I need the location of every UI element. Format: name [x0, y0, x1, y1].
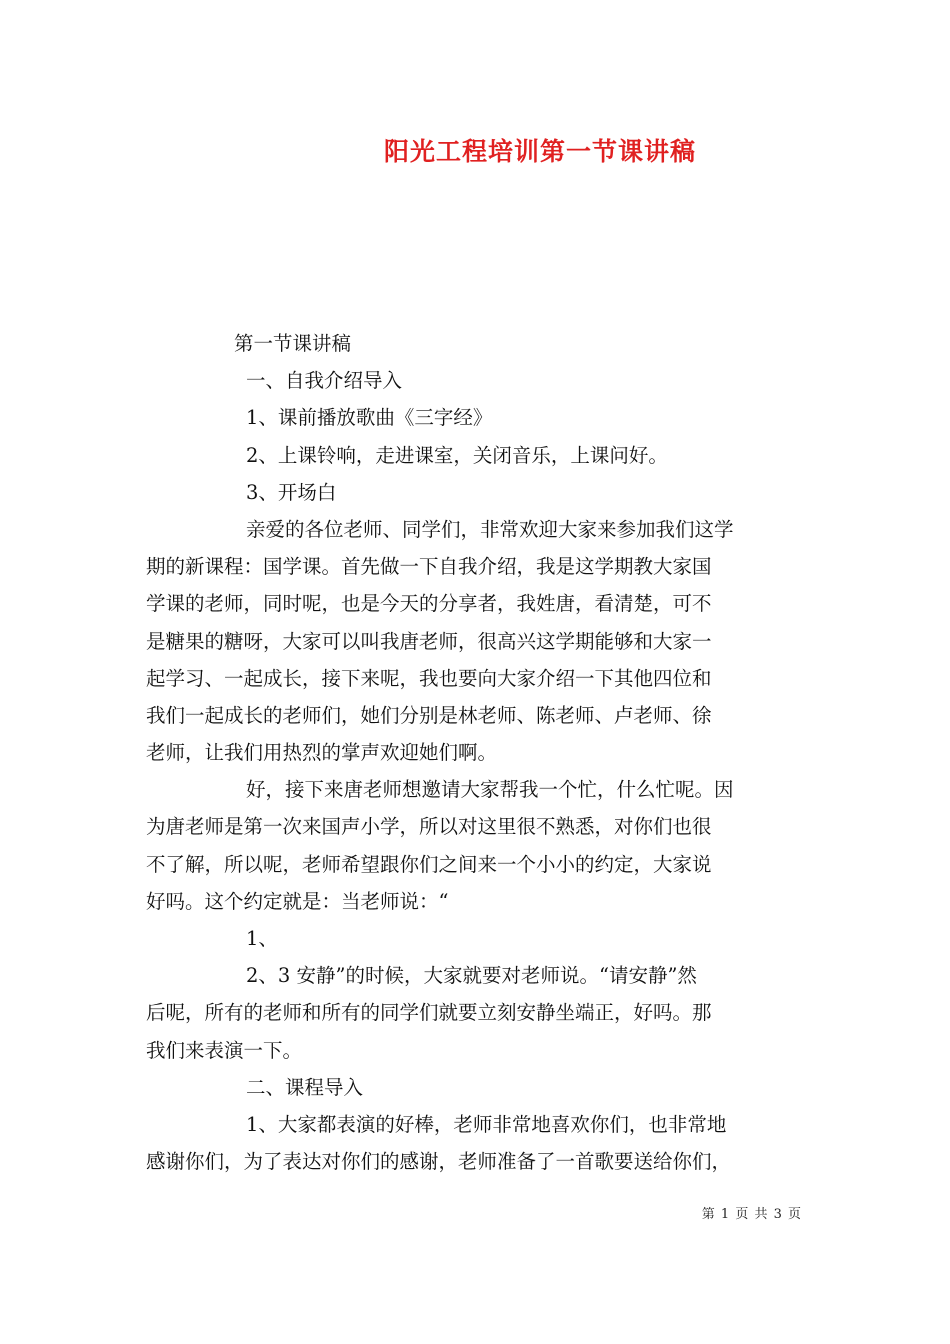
- text-line: 我们来表演一下。: [146, 1038, 303, 1062]
- text-line: 亲爱的各位老师、同学们，非常欢迎大家来参加我们这学: [246, 517, 734, 541]
- document-body: [146, 325, 816, 1180]
- text-line: 3、开场白: [246, 480, 337, 504]
- text-line: 感谢你们，为了表达对你们的感谢，老师准备了一首歌要送给你们，: [146, 1150, 732, 1174]
- document-title: 阳光工程培训第一节课讲稿: [383, 137, 696, 166]
- text-line: 好，接下来唐老师想邀请大家帮我一个忙，什么忙呢。因: [246, 778, 734, 802]
- text-line: 1、: [246, 927, 278, 950]
- text-line: 2、上课铃响，走进课室，关闭音乐，上课问好。: [246, 443, 668, 467]
- text-line: 不了解，所以呢，老师希望跟你们之间来一个小小的约定，大家说: [146, 852, 712, 876]
- page-number: 第 1 页 共 3 页: [701, 1207, 802, 1222]
- text-line: 起学习、一起成长，接下来呢，我也要向大家介绍一下其他四位和: [146, 666, 712, 690]
- text-line: 是糖果的糖呀，大家可以叫我唐老师，很高兴这学期能够和大家一: [146, 629, 712, 653]
- text-line: 二、课程导入: [246, 1075, 364, 1099]
- text-line: 老师，让我们用热烈的掌声欢迎她们啊。: [146, 741, 498, 765]
- text-line: 一、自我介绍导入: [246, 369, 403, 393]
- text-line: 好吗。这个约定就是：当老师说：“: [146, 889, 449, 913]
- text-line: 为唐老师是第一次来国声小学，所以对这里很不熟悉，对你们也很: [146, 815, 712, 839]
- text-line: 1、课前播放歌曲《三字经》: [246, 406, 493, 430]
- text-line: 我们一起成长的老师们，她们分别是林老师、陈老师、卢老师、徐: [146, 703, 712, 727]
- text-line: 2、3 安静”的时候，大家就要对老师说。“请安静”然: [246, 964, 697, 988]
- text-line: 期的新课程：国学课。首先做一下自我介绍，我是这学期教大家国: [146, 555, 712, 579]
- text-line: 学课的老师，同时呢，也是今天的分享者，我姓唐，看清楚，可不: [146, 592, 712, 616]
- text-line: 第一节课讲稿: [234, 332, 352, 355]
- text-line: 1、大家都表演的好棒，老师非常地喜欢你们，也非常地: [246, 1112, 727, 1136]
- text-line: 后呢，所有的老师和所有的同学们就要立刻安静坐端正，好吗。那: [146, 1001, 712, 1025]
